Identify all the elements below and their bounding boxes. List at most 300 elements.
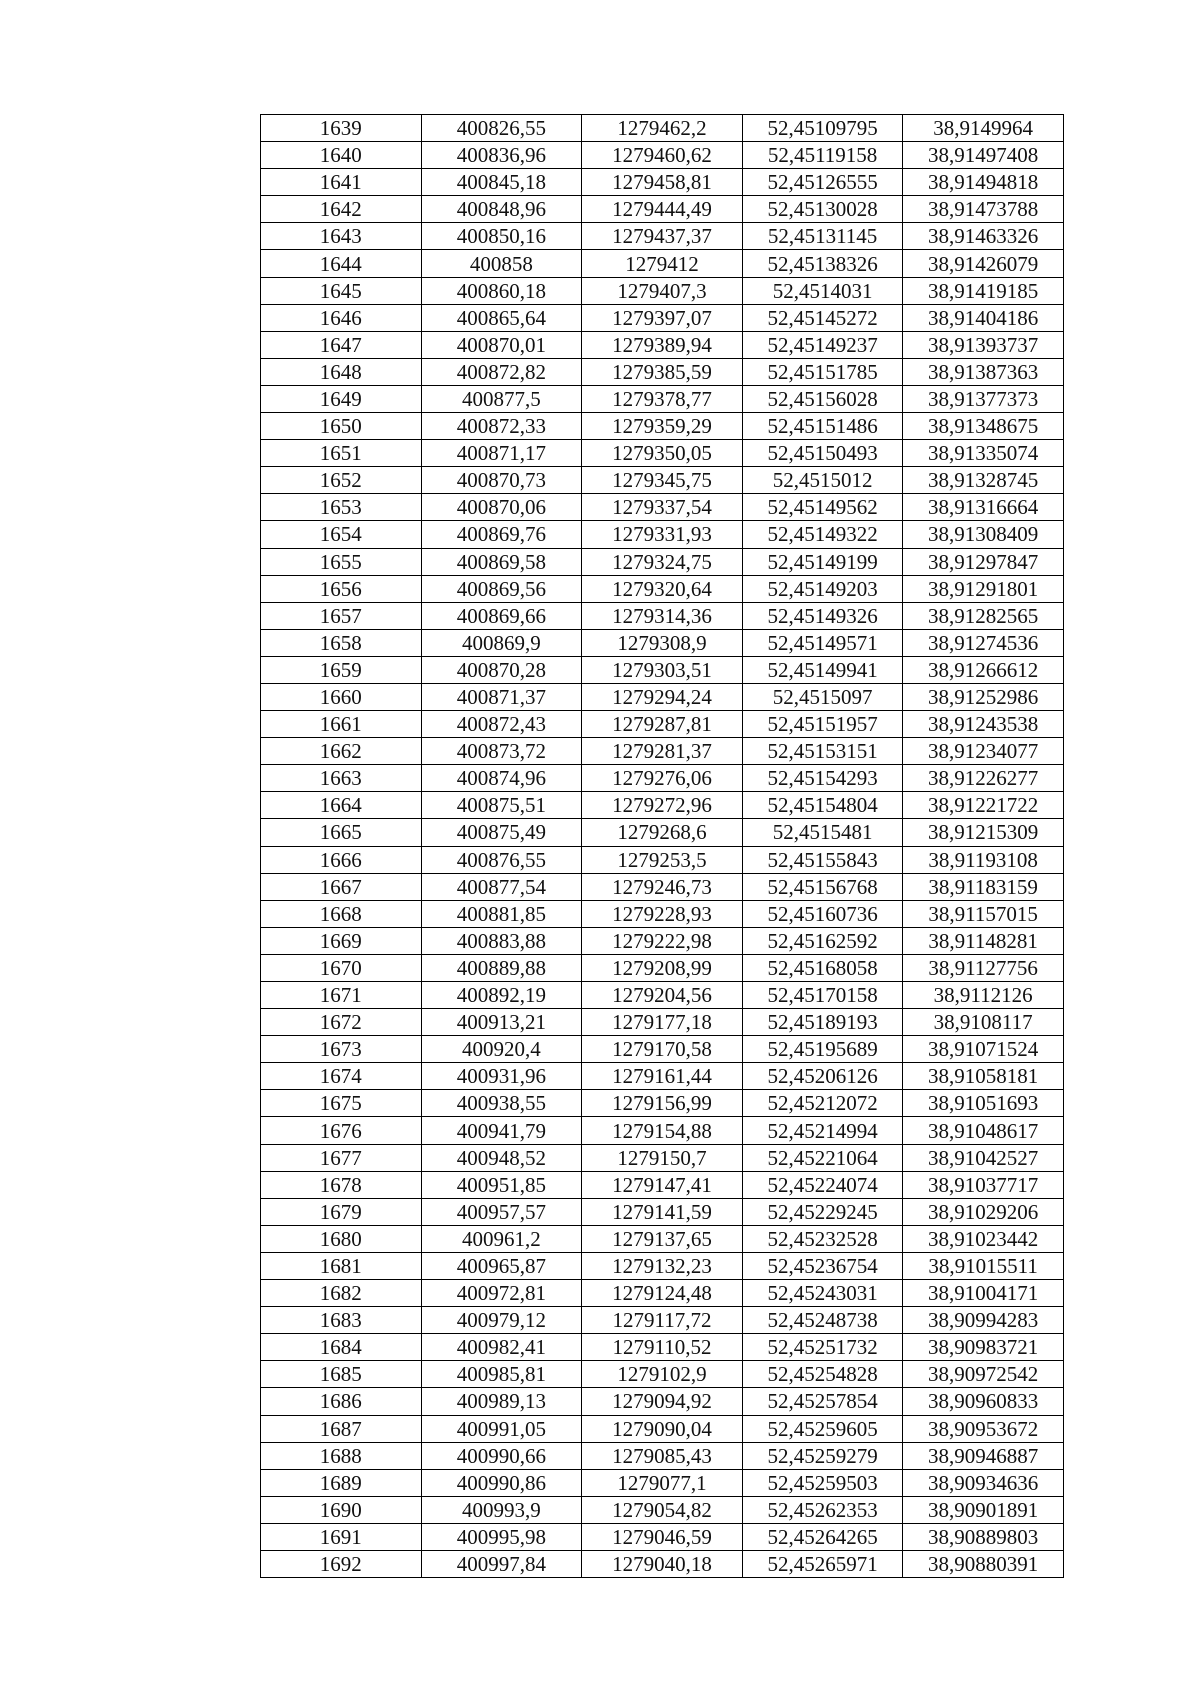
point-number-cell: 1671 — [261, 982, 422, 1009]
x-coordinate-cell: 400869,76 — [421, 521, 582, 548]
x-coordinate-cell: 400871,17 — [421, 440, 582, 467]
longitude-cell: 38,90880391 — [903, 1550, 1064, 1577]
table-row — [261, 765, 1064, 792]
point-number-cell: 1675 — [261, 1090, 422, 1117]
longitude-cell: 38,91316664 — [903, 494, 1064, 521]
latitude-cell: 52,45236754 — [742, 1252, 903, 1279]
latitude-cell: 52,45251732 — [742, 1334, 903, 1361]
longitude-cell: 38,91048617 — [903, 1117, 1064, 1144]
table-row — [261, 277, 1064, 304]
table-row — [261, 1307, 1064, 1334]
point-number-cell: 1645 — [261, 277, 422, 304]
latitude-cell: 52,45259279 — [742, 1442, 903, 1469]
latitude-cell: 52,45248738 — [742, 1307, 903, 1334]
y-coordinate-cell: 1279324,75 — [582, 548, 743, 575]
x-coordinate-cell: 400979,12 — [421, 1307, 582, 1334]
table-row — [261, 846, 1064, 873]
x-coordinate-cell: 400826,55 — [421, 115, 582, 142]
x-coordinate-cell: 400875,51 — [421, 792, 582, 819]
latitude-cell: 52,4515012 — [742, 467, 903, 494]
longitude-cell: 38,90953672 — [903, 1415, 1064, 1442]
longitude-cell: 38,91037717 — [903, 1171, 1064, 1198]
x-coordinate-cell: 400931,96 — [421, 1063, 582, 1090]
y-coordinate-cell: 1279132,23 — [582, 1252, 743, 1279]
x-coordinate-cell: 400874,96 — [421, 765, 582, 792]
y-coordinate-cell: 1279444,49 — [582, 196, 743, 223]
y-coordinate-cell: 1279331,93 — [582, 521, 743, 548]
longitude-cell: 38,91051693 — [903, 1090, 1064, 1117]
y-coordinate-cell: 1279281,37 — [582, 738, 743, 765]
x-coordinate-cell: 400990,66 — [421, 1442, 582, 1469]
point-number-cell: 1642 — [261, 196, 422, 223]
longitude-cell: 38,91419185 — [903, 277, 1064, 304]
x-coordinate-cell: 400876,55 — [421, 846, 582, 873]
longitude-cell: 38,91004171 — [903, 1280, 1064, 1307]
point-number-cell: 1655 — [261, 548, 422, 575]
table-row — [261, 1388, 1064, 1415]
latitude-cell: 52,45224074 — [742, 1171, 903, 1198]
latitude-cell: 52,45130028 — [742, 196, 903, 223]
point-number-cell: 1677 — [261, 1144, 422, 1171]
point-number-cell: 1673 — [261, 1036, 422, 1063]
point-number-cell: 1657 — [261, 602, 422, 629]
longitude-cell: 38,9108117 — [903, 1009, 1064, 1036]
table-row — [261, 1036, 1064, 1063]
table-row — [261, 521, 1064, 548]
point-number-cell: 1664 — [261, 792, 422, 819]
table-row — [261, 1496, 1064, 1523]
longitude-cell: 38,91215309 — [903, 819, 1064, 846]
table-row — [261, 873, 1064, 900]
longitude-cell: 38,91404186 — [903, 304, 1064, 331]
latitude-cell: 52,45221064 — [742, 1144, 903, 1171]
x-coordinate-cell: 400951,85 — [421, 1171, 582, 1198]
y-coordinate-cell: 1279117,72 — [582, 1307, 743, 1334]
point-number-cell: 1666 — [261, 846, 422, 873]
latitude-cell: 52,45160736 — [742, 900, 903, 927]
point-number-cell: 1676 — [261, 1117, 422, 1144]
x-coordinate-cell: 400941,79 — [421, 1117, 582, 1144]
table-row — [261, 1090, 1064, 1117]
x-coordinate-cell: 400913,21 — [421, 1009, 582, 1036]
point-number-cell: 1639 — [261, 115, 422, 142]
y-coordinate-cell: 1279141,59 — [582, 1198, 743, 1225]
point-number-cell: 1685 — [261, 1361, 422, 1388]
point-number-cell: 1682 — [261, 1280, 422, 1307]
x-coordinate-cell: 400920,4 — [421, 1036, 582, 1063]
y-coordinate-cell: 1279040,18 — [582, 1550, 743, 1577]
latitude-cell: 52,45145272 — [742, 304, 903, 331]
latitude-cell: 52,45149322 — [742, 521, 903, 548]
x-coordinate-cell: 400873,72 — [421, 738, 582, 765]
x-coordinate-cell: 400889,88 — [421, 954, 582, 981]
point-number-cell: 1672 — [261, 1009, 422, 1036]
point-number-cell: 1681 — [261, 1252, 422, 1279]
latitude-cell: 52,45195689 — [742, 1036, 903, 1063]
y-coordinate-cell: 1279222,98 — [582, 927, 743, 954]
longitude-cell: 38,90983721 — [903, 1334, 1064, 1361]
longitude-cell: 38,91023442 — [903, 1225, 1064, 1252]
coordinates-table-body — [261, 115, 1064, 1578]
point-number-cell: 1687 — [261, 1415, 422, 1442]
longitude-cell: 38,91058181 — [903, 1063, 1064, 1090]
point-number-cell: 1641 — [261, 169, 422, 196]
point-number-cell: 1659 — [261, 656, 422, 683]
latitude-cell: 52,45259503 — [742, 1469, 903, 1496]
y-coordinate-cell: 1279303,51 — [582, 656, 743, 683]
latitude-cell: 52,45153151 — [742, 738, 903, 765]
x-coordinate-cell: 400875,49 — [421, 819, 582, 846]
latitude-cell: 52,45254828 — [742, 1361, 903, 1388]
longitude-cell: 38,91015511 — [903, 1252, 1064, 1279]
y-coordinate-cell: 1279147,41 — [582, 1171, 743, 1198]
longitude-cell: 38,90972542 — [903, 1361, 1064, 1388]
table-row — [261, 115, 1064, 142]
table-row — [261, 1009, 1064, 1036]
y-coordinate-cell: 1279314,36 — [582, 602, 743, 629]
point-number-cell: 1674 — [261, 1063, 422, 1090]
latitude-cell: 52,45243031 — [742, 1280, 903, 1307]
y-coordinate-cell: 1279161,44 — [582, 1063, 743, 1090]
point-number-cell: 1649 — [261, 385, 422, 412]
longitude-cell: 38,91127756 — [903, 954, 1064, 981]
point-number-cell: 1658 — [261, 629, 422, 656]
longitude-cell: 38,91387363 — [903, 358, 1064, 385]
y-coordinate-cell: 1279462,2 — [582, 115, 743, 142]
y-coordinate-cell: 1279320,64 — [582, 575, 743, 602]
latitude-cell: 52,45131145 — [742, 223, 903, 250]
table-row — [261, 1523, 1064, 1550]
latitude-cell: 52,45154293 — [742, 765, 903, 792]
x-coordinate-cell: 400858 — [421, 250, 582, 277]
x-coordinate-cell: 400872,33 — [421, 413, 582, 440]
x-coordinate-cell: 400870,01 — [421, 331, 582, 358]
longitude-cell: 38,91328745 — [903, 467, 1064, 494]
latitude-cell: 52,45151785 — [742, 358, 903, 385]
x-coordinate-cell: 400869,56 — [421, 575, 582, 602]
point-number-cell: 1668 — [261, 900, 422, 927]
point-number-cell: 1662 — [261, 738, 422, 765]
longitude-cell: 38,90934636 — [903, 1469, 1064, 1496]
latitude-cell: 52,45149199 — [742, 548, 903, 575]
x-coordinate-cell: 400869,9 — [421, 629, 582, 656]
y-coordinate-cell: 1279345,75 — [582, 467, 743, 494]
point-number-cell: 1660 — [261, 683, 422, 710]
latitude-cell: 52,4515097 — [742, 683, 903, 710]
point-number-cell: 1644 — [261, 250, 422, 277]
point-number-cell: 1669 — [261, 927, 422, 954]
latitude-cell: 52,45265971 — [742, 1550, 903, 1577]
longitude-cell: 38,91243538 — [903, 711, 1064, 738]
y-coordinate-cell: 1279246,73 — [582, 873, 743, 900]
latitude-cell: 52,45151486 — [742, 413, 903, 440]
longitude-cell: 38,91252986 — [903, 683, 1064, 710]
x-coordinate-cell: 400865,64 — [421, 304, 582, 331]
latitude-cell: 52,45170158 — [742, 982, 903, 1009]
latitude-cell: 52,45156768 — [742, 873, 903, 900]
table-row — [261, 629, 1064, 656]
x-coordinate-cell: 400877,54 — [421, 873, 582, 900]
longitude-cell: 38,91463326 — [903, 223, 1064, 250]
longitude-cell: 38,91226277 — [903, 765, 1064, 792]
point-number-cell: 1643 — [261, 223, 422, 250]
x-coordinate-cell: 400993,9 — [421, 1496, 582, 1523]
table-row — [261, 927, 1064, 954]
longitude-cell: 38,91308409 — [903, 521, 1064, 548]
latitude-cell: 52,45149203 — [742, 575, 903, 602]
point-number-cell: 1679 — [261, 1198, 422, 1225]
y-coordinate-cell: 1279287,81 — [582, 711, 743, 738]
y-coordinate-cell: 1279154,88 — [582, 1117, 743, 1144]
x-coordinate-cell: 400883,88 — [421, 927, 582, 954]
longitude-cell: 38,90994283 — [903, 1307, 1064, 1334]
x-coordinate-cell: 400848,96 — [421, 196, 582, 223]
longitude-cell: 38,91297847 — [903, 548, 1064, 575]
latitude-cell: 52,4515481 — [742, 819, 903, 846]
coordinates-table — [260, 114, 1064, 1578]
table-row — [261, 358, 1064, 385]
x-coordinate-cell: 400860,18 — [421, 277, 582, 304]
table-row — [261, 819, 1064, 846]
table-row — [261, 413, 1064, 440]
table-row — [261, 1225, 1064, 1252]
table-row — [261, 223, 1064, 250]
x-coordinate-cell: 400965,87 — [421, 1252, 582, 1279]
y-coordinate-cell: 1279150,7 — [582, 1144, 743, 1171]
y-coordinate-cell: 1279389,94 — [582, 331, 743, 358]
latitude-cell: 52,45154804 — [742, 792, 903, 819]
point-number-cell: 1686 — [261, 1388, 422, 1415]
longitude-cell: 38,91042527 — [903, 1144, 1064, 1171]
y-coordinate-cell: 1279204,56 — [582, 982, 743, 1009]
longitude-cell: 38,91193108 — [903, 846, 1064, 873]
y-coordinate-cell: 1279460,62 — [582, 142, 743, 169]
y-coordinate-cell: 1279272,96 — [582, 792, 743, 819]
y-coordinate-cell: 1279276,06 — [582, 765, 743, 792]
point-number-cell: 1661 — [261, 711, 422, 738]
longitude-cell: 38,91274536 — [903, 629, 1064, 656]
point-number-cell: 1665 — [261, 819, 422, 846]
latitude-cell: 52,45264265 — [742, 1523, 903, 1550]
longitude-cell: 38,91266612 — [903, 656, 1064, 683]
point-number-cell: 1640 — [261, 142, 422, 169]
latitude-cell: 52,45155843 — [742, 846, 903, 873]
x-coordinate-cell: 400982,41 — [421, 1334, 582, 1361]
latitude-cell: 52,45150493 — [742, 440, 903, 467]
y-coordinate-cell: 1279228,93 — [582, 900, 743, 927]
y-coordinate-cell: 1279359,29 — [582, 413, 743, 440]
latitude-cell: 52,45151957 — [742, 711, 903, 738]
point-number-cell: 1654 — [261, 521, 422, 548]
x-coordinate-cell: 400870,28 — [421, 656, 582, 683]
longitude-cell: 38,91157015 — [903, 900, 1064, 927]
y-coordinate-cell: 1279102,9 — [582, 1361, 743, 1388]
y-coordinate-cell: 1279094,92 — [582, 1388, 743, 1415]
y-coordinate-cell: 1279110,52 — [582, 1334, 743, 1361]
table-row — [261, 304, 1064, 331]
y-coordinate-cell: 1279378,77 — [582, 385, 743, 412]
latitude-cell: 52,45149326 — [742, 602, 903, 629]
table-row — [261, 982, 1064, 1009]
table-row — [261, 900, 1064, 927]
y-coordinate-cell: 1279407,3 — [582, 277, 743, 304]
longitude-cell: 38,90960833 — [903, 1388, 1064, 1415]
y-coordinate-cell: 1279054,82 — [582, 1496, 743, 1523]
x-coordinate-cell: 400836,96 — [421, 142, 582, 169]
point-number-cell: 1653 — [261, 494, 422, 521]
point-number-cell: 1688 — [261, 1442, 422, 1469]
table-row — [261, 467, 1064, 494]
latitude-cell: 52,45206126 — [742, 1063, 903, 1090]
x-coordinate-cell: 400989,13 — [421, 1388, 582, 1415]
latitude-cell: 52,45214994 — [742, 1117, 903, 1144]
x-coordinate-cell: 400877,5 — [421, 385, 582, 412]
x-coordinate-cell: 400869,58 — [421, 548, 582, 575]
x-coordinate-cell: 400872,43 — [421, 711, 582, 738]
point-number-cell: 1667 — [261, 873, 422, 900]
y-coordinate-cell: 1279437,37 — [582, 223, 743, 250]
x-coordinate-cell: 400995,98 — [421, 1523, 582, 1550]
table-row — [261, 792, 1064, 819]
y-coordinate-cell: 1279208,99 — [582, 954, 743, 981]
y-coordinate-cell: 1279124,48 — [582, 1280, 743, 1307]
y-coordinate-cell: 1279077,1 — [582, 1469, 743, 1496]
y-coordinate-cell: 1279253,5 — [582, 846, 743, 873]
latitude-cell: 52,45119158 — [742, 142, 903, 169]
latitude-cell: 52,45156028 — [742, 385, 903, 412]
longitude-cell: 38,90889803 — [903, 1523, 1064, 1550]
x-coordinate-cell: 400850,16 — [421, 223, 582, 250]
table-row — [261, 1361, 1064, 1388]
latitude-cell: 52,45149941 — [742, 656, 903, 683]
longitude-cell: 38,90901891 — [903, 1496, 1064, 1523]
x-coordinate-cell: 400990,86 — [421, 1469, 582, 1496]
table-row — [261, 683, 1064, 710]
table-row — [261, 331, 1064, 358]
y-coordinate-cell: 1279337,54 — [582, 494, 743, 521]
longitude-cell: 38,90946887 — [903, 1442, 1064, 1469]
point-number-cell: 1647 — [261, 331, 422, 358]
latitude-cell: 52,45262353 — [742, 1496, 903, 1523]
point-number-cell: 1689 — [261, 1469, 422, 1496]
table-row — [261, 196, 1064, 223]
x-coordinate-cell: 400881,85 — [421, 900, 582, 927]
longitude-cell: 38,91234077 — [903, 738, 1064, 765]
table-row — [261, 602, 1064, 629]
y-coordinate-cell: 1279308,9 — [582, 629, 743, 656]
y-coordinate-cell: 1279458,81 — [582, 169, 743, 196]
longitude-cell: 38,91029206 — [903, 1198, 1064, 1225]
table-row — [261, 1252, 1064, 1279]
point-number-cell: 1684 — [261, 1334, 422, 1361]
longitude-cell: 38,91148281 — [903, 927, 1064, 954]
table-row — [261, 1442, 1064, 1469]
x-coordinate-cell: 400871,37 — [421, 683, 582, 710]
x-coordinate-cell: 400869,66 — [421, 602, 582, 629]
x-coordinate-cell: 400845,18 — [421, 169, 582, 196]
latitude-cell: 52,45162592 — [742, 927, 903, 954]
latitude-cell: 52,45229245 — [742, 1198, 903, 1225]
y-coordinate-cell: 1279170,58 — [582, 1036, 743, 1063]
longitude-cell: 38,91426079 — [903, 250, 1064, 277]
table-row — [261, 548, 1064, 575]
point-number-cell: 1692 — [261, 1550, 422, 1577]
x-coordinate-cell: 400870,06 — [421, 494, 582, 521]
point-number-cell: 1650 — [261, 413, 422, 440]
latitude-cell: 52,45149571 — [742, 629, 903, 656]
longitude-cell: 38,91393737 — [903, 331, 1064, 358]
x-coordinate-cell: 400991,05 — [421, 1415, 582, 1442]
latitude-cell: 52,45126555 — [742, 169, 903, 196]
longitude-cell: 38,91377373 — [903, 385, 1064, 412]
table-row — [261, 1334, 1064, 1361]
table-row — [261, 142, 1064, 169]
table-row — [261, 1550, 1064, 1577]
latitude-cell: 52,45212072 — [742, 1090, 903, 1117]
y-coordinate-cell: 1279385,59 — [582, 358, 743, 385]
longitude-cell: 38,91183159 — [903, 873, 1064, 900]
table-row — [261, 711, 1064, 738]
x-coordinate-cell: 400872,82 — [421, 358, 582, 385]
point-number-cell: 1648 — [261, 358, 422, 385]
y-coordinate-cell: 1279177,18 — [582, 1009, 743, 1036]
point-number-cell: 1678 — [261, 1171, 422, 1198]
latitude-cell: 52,45257854 — [742, 1388, 903, 1415]
x-coordinate-cell: 400938,55 — [421, 1090, 582, 1117]
longitude-cell: 38,91494818 — [903, 169, 1064, 196]
latitude-cell: 52,45232528 — [742, 1225, 903, 1252]
point-number-cell: 1652 — [261, 467, 422, 494]
latitude-cell: 52,45189193 — [742, 1009, 903, 1036]
longitude-cell: 38,91221722 — [903, 792, 1064, 819]
table-row — [261, 1171, 1064, 1198]
table-row — [261, 656, 1064, 683]
y-coordinate-cell: 1279412 — [582, 250, 743, 277]
table-row — [261, 1144, 1064, 1171]
table-row — [261, 1063, 1064, 1090]
x-coordinate-cell: 400961,2 — [421, 1225, 582, 1252]
latitude-cell: 52,45168058 — [742, 954, 903, 981]
longitude-cell: 38,91282565 — [903, 602, 1064, 629]
table-row — [261, 169, 1064, 196]
y-coordinate-cell: 1279350,05 — [582, 440, 743, 467]
y-coordinate-cell: 1279090,04 — [582, 1415, 743, 1442]
table-row — [261, 385, 1064, 412]
point-number-cell: 1656 — [261, 575, 422, 602]
y-coordinate-cell: 1279268,6 — [582, 819, 743, 846]
y-coordinate-cell: 1279046,59 — [582, 1523, 743, 1550]
point-number-cell: 1680 — [261, 1225, 422, 1252]
longitude-cell: 38,9112126 — [903, 982, 1064, 1009]
longitude-cell: 38,91497408 — [903, 142, 1064, 169]
table-row — [261, 1280, 1064, 1307]
y-coordinate-cell: 1279156,99 — [582, 1090, 743, 1117]
y-coordinate-cell: 1279294,24 — [582, 683, 743, 710]
latitude-cell: 52,45149237 — [742, 331, 903, 358]
longitude-cell: 38,91348675 — [903, 413, 1064, 440]
point-number-cell: 1691 — [261, 1523, 422, 1550]
x-coordinate-cell: 400870,73 — [421, 467, 582, 494]
table-row — [261, 250, 1064, 277]
point-number-cell: 1651 — [261, 440, 422, 467]
table-row — [261, 1469, 1064, 1496]
x-coordinate-cell: 400997,84 — [421, 1550, 582, 1577]
point-number-cell: 1670 — [261, 954, 422, 981]
longitude-cell: 38,91335074 — [903, 440, 1064, 467]
y-coordinate-cell: 1279137,65 — [582, 1225, 743, 1252]
y-coordinate-cell: 1279085,43 — [582, 1442, 743, 1469]
latitude-cell: 52,4514031 — [742, 277, 903, 304]
